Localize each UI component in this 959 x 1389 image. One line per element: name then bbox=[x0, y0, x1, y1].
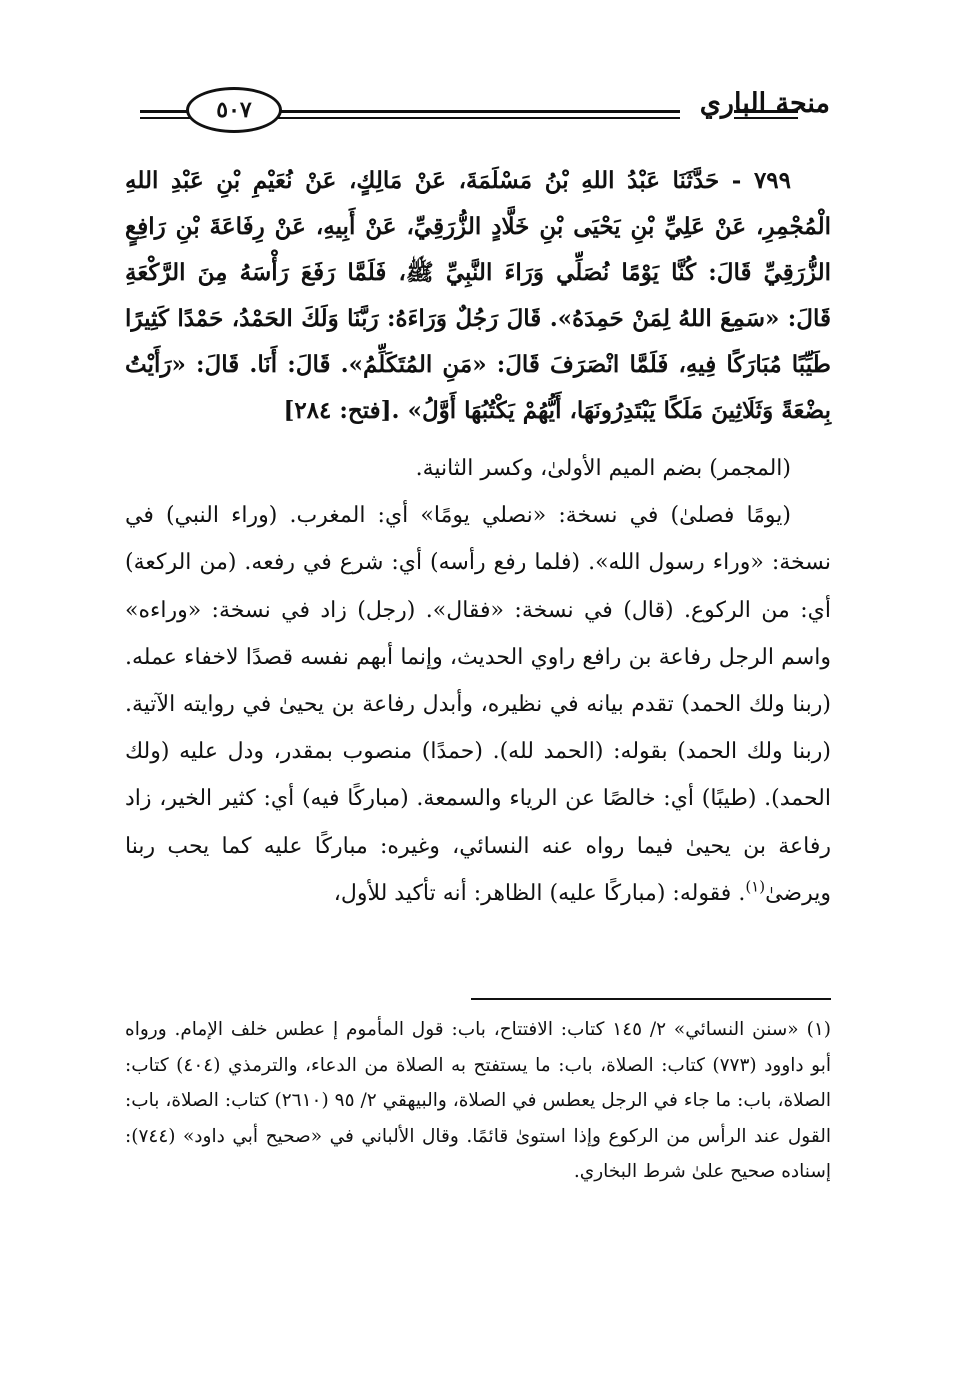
commentary-paragraph-2-end: . فقوله: (مباركًا عليه) الظاهر: أنه تأكيد للأول، bbox=[333, 880, 746, 906]
commentary-paragraph-2 bbox=[125, 492, 831, 917]
hadith-block bbox=[125, 158, 831, 434]
header-rule-right-bottom bbox=[734, 117, 798, 119]
commentary-block bbox=[125, 445, 831, 917]
page-header bbox=[140, 82, 830, 138]
hadith-text: ٧٩٩ - حَدَّثَنَا عَبْدُ اللهِ بْنُ مَسْلَمَةَ، عَنْ مَالِكٍ، عَنْ نُعَيْمِ بْنِ عَبْدِ اللهِ الْمُجْمِرِ، عَنْ عَلِيِّ بْنِ يَحْيَى بْنِ خَلَّادٍ الزُّرَقِيِّ، عَنْ أَبِيهِ، عَنْ رِفَاعَةَ بْنِ رَافِعٍ الزُّرَقِيِّ قَالَ: كُنَّا يَوْمًا نُصَلِّي وَرَاءَ النَّبِيِّ ﷺ، فَلَمَّا رَفَعَ رَأْسَهُ مِنَ الرَّكْعَةِ قَالَ: «سَمِعَ اللهُ لِمَنْ حَمِدَهُ». قَالَ رَجُلٌ وَرَاءَهُ: رَبَّنَا وَلَكَ الحَمْدُ، حَمْدًا كَثِيرًا طَيِّبًا مُبَارَكًا فِيهِ، فَلَمَّا انْصَرَفَ قَالَ: «مَنِ المُتَكَلِّمُ». قَالَ: أَنَا. قَالَ: «رَأَيْتُ بِضْعَةً وَثَلَاثِينَ مَلَكًا يَبْتَدِرُونَهَا، أَيُّهُمْ يَكْتُبُهَا أَوَّلُ» .[فتح: ٢٨٤] bbox=[125, 167, 831, 424]
footnotes-block bbox=[125, 1012, 831, 1190]
footnote-1 bbox=[125, 1012, 831, 1190]
footnote-1-text: «سنن النسائي» ٢/ ١٤٥ كتاب: الافتتاح، باب: قول المأموم إ عطس خلف الإمام. ورواه أبو داوود (٧٧٣) كتاب: الصلاة، باب: ما يستفتح به الصلاة من الدعاء، والترمذي (٤٠٤) كتاب: الصلاة، باب: ما جاء في الرجل يعطس في الصلاة، والبيهقي ٢/ ٩٥ (٢٦١٠) كتاب: الصلاة، باب: القول عند الرأس من الركوع وإذا استوىٰ قائمًا. وقال الألباني في «صحيح أبي داود» (٧٤٤): إسناده صحيح علىٰ شرط البخاري. bbox=[125, 1019, 831, 1182]
footnote-separator bbox=[471, 998, 831, 1000]
page-number-badge: ٥٠٧ bbox=[186, 87, 282, 133]
running-title: منحة الباري bbox=[699, 88, 830, 119]
commentary-paragraph-1: (المجمر) بضم الميم الأولىٰ، وكسر الثانية. bbox=[415, 456, 791, 481]
footnote-reference[interactable]: (١) bbox=[745, 877, 766, 896]
header-rule-right-top bbox=[734, 110, 798, 113]
commentary-paragraph-2-text: (يومًا فصلىٰ) في نسخة: «نصلي يومًا» أي: المغرب. (وراء النبي) في نسخة: «وراء رسول الله». (فلما رفع رأسه) أي: شرع في رفعه. (من الركعة) أي: من الركوع. (قال) في نسخة: «فقال». (رجل) زاد في نسخة: «وراءه» واسم الرجل رفاعة بن رافع راوي الحديث، وإنما أبهم نفسه قصدًا لاخفاء عمله. (ربنا ولك الحمد) تقدم بيانه في نظيره، وأبدل رفاعة بن يحيىٰ في روايته الآتية. (ربنا ولك الحمد) بقوله: (الحمد لله). (حمدًا) منصوب بمقدر، ودل عليه (ولك الحمد). (طيبًا) أي: خالصًا عن الرياء والسمعة. (مباركًا فيه) أي: كثير الخير، زاد رفاعة بن يحيىٰ فيما رواه عنه النسائي، وغيره: مباركًا عليه كما يحب ربنا ويرضىٰ bbox=[125, 503, 831, 906]
footnote-1-mark: (١) bbox=[806, 1019, 831, 1040]
